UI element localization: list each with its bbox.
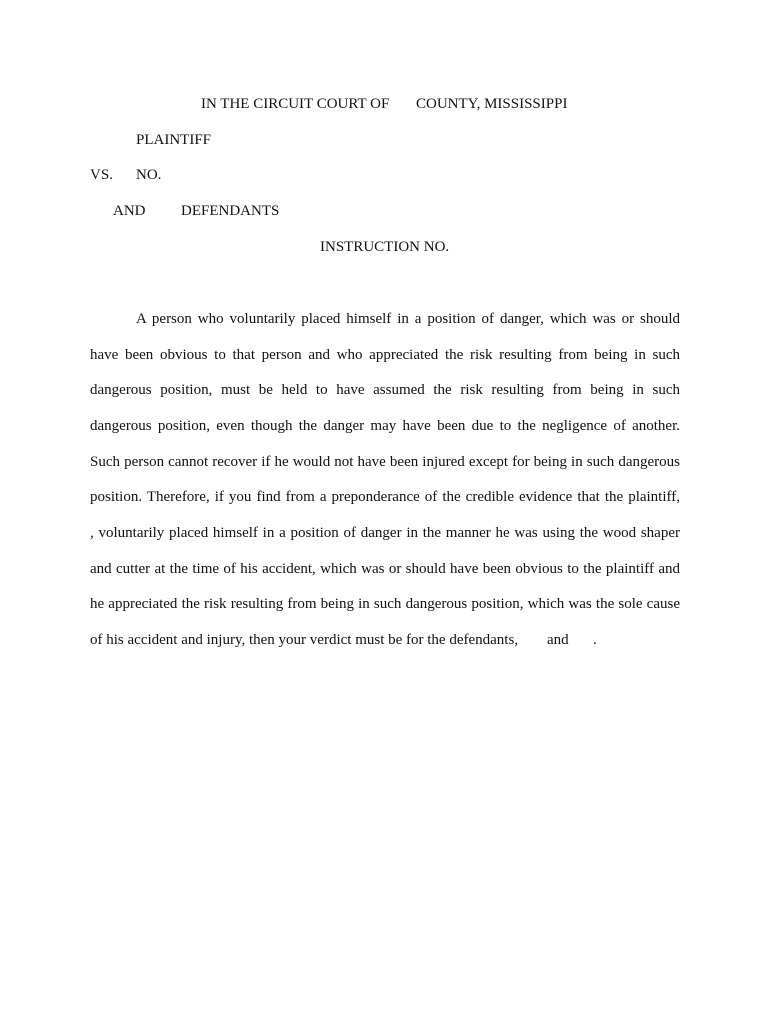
paragraph-line: and cutter at the time of his accident, which was or should have been obvious to the plaintiff and <box>90 561 680 577</box>
closing-and: and <box>547 632 569 648</box>
court-heading-suffix: COUNTY, MISSISSIPPI <box>416 96 568 112</box>
paragraph-line: of his accident and injury, then your verdict must be for the defendants, <box>90 632 519 648</box>
paragraph-line: Such person cannot recover if he would not have been injured except for being in such dangerous <box>90 454 680 470</box>
closing-period: . <box>593 632 597 648</box>
and-label: AND <box>113 203 146 219</box>
court-heading-prefix: IN THE CIRCUIT COURT OF <box>201 96 390 112</box>
paragraph-line: position. Therefore, if you find from a preponderance of the credible evidence that the plaintiff, <box>90 489 680 505</box>
paragraph-line: have been obvious to that person and who appreciated the risk resulting from being in such <box>90 347 680 363</box>
paragraph-line: dangerous position, even though the danger may have been due to the negligence of another. <box>90 418 680 434</box>
paragraph-line: he appreciated the risk resulting from being in such dangerous position, which was the sole cause <box>90 596 680 612</box>
defendants-label: DEFENDANTS <box>181 203 280 219</box>
vs-label: VS. <box>90 167 113 183</box>
paragraph-line: A person who voluntarily placed himself in a position of danger, which was or should <box>136 311 680 327</box>
paragraph-line: dangerous position, must be held to have assumed the risk resulting from being in such <box>90 382 680 398</box>
case-number-label: NO. <box>136 167 162 183</box>
instruction-title: INSTRUCTION NO. <box>320 239 450 255</box>
paragraph-line: , voluntarily placed himself in a position of danger in the manner he was using the wood shaper <box>90 525 680 541</box>
plaintiff-label: PLAINTIFF <box>136 132 212 148</box>
